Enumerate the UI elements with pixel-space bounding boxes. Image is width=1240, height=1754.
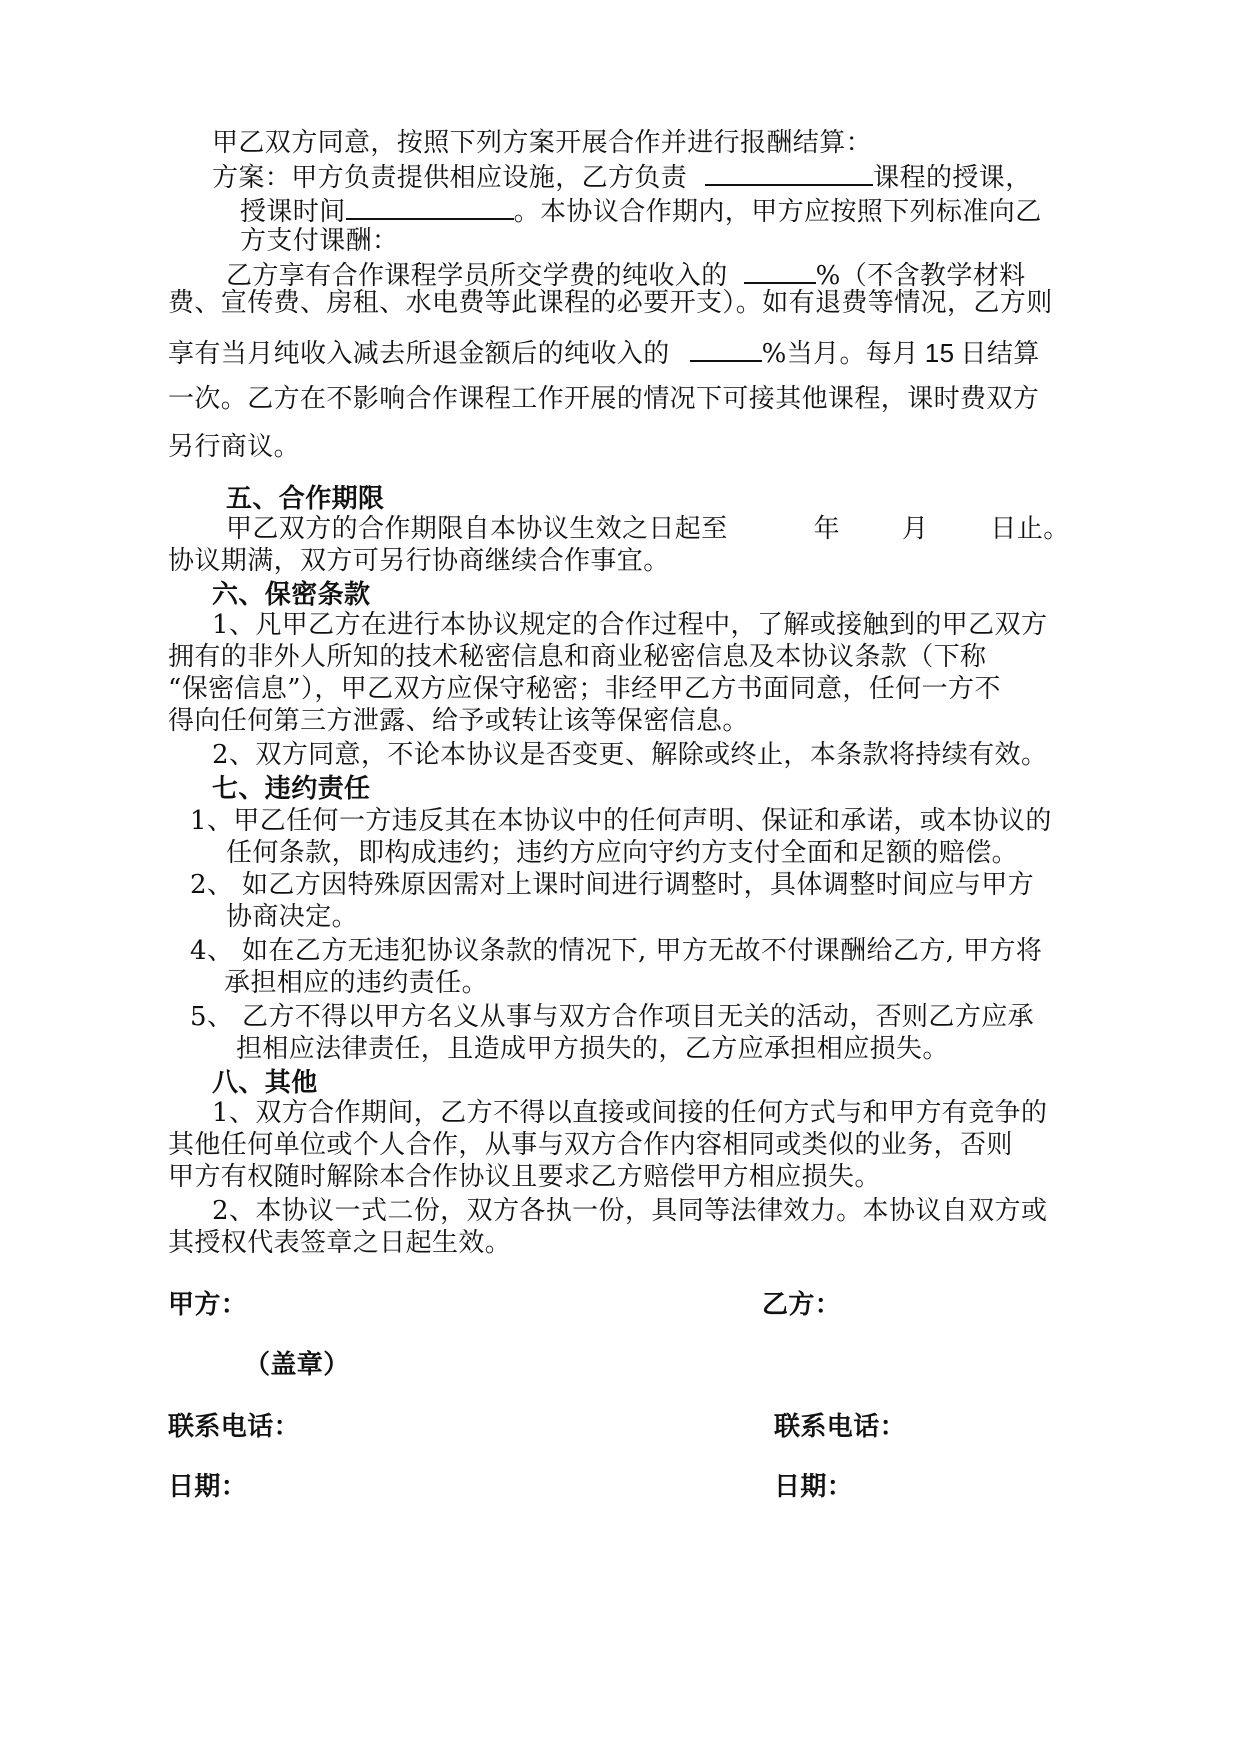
s7-item-1-line-2: 任何条款，即构成违约；违约方应向守约方支付全面和足额的赔偿。: [226, 838, 1019, 868]
s5-line-1: [226, 512, 1070, 546]
settle-text: 日结算: [960, 339, 1040, 369]
s7-item-3-line-1: 4、 如在乙方无违犯协议条款的情况下, 甲方无故不付课酬给乙方, 甲方将: [190, 936, 1043, 966]
share-text-2: 费、宣传费、房租、水电费等此课程的必要开支）。如有退费等情况，乙方则: [168, 288, 1053, 318]
party-a-phone-label: 联系电话：: [168, 1412, 301, 1442]
term-year: 年: [813, 514, 841, 544]
party-a-label: 甲方：: [168, 1290, 248, 1320]
party-b-label: 乙方：: [762, 1290, 842, 1320]
section-7-title: 七、违约责任: [212, 774, 371, 804]
share-line-2: [168, 286, 1053, 320]
section-8-title: 八、其他: [212, 1068, 318, 1098]
share-percent-text: %（不含教学材料: [815, 261, 1026, 291]
s6-p1-line-3: “保密信息”），甲乙双方应保守秘密；非经甲乙方书面同意，任何一方不: [168, 674, 1001, 704]
seal-label: （盖章）: [244, 1350, 350, 1380]
intro-text: 甲乙双方同意，按照下列方案开展合作并进行报酬结算：: [212, 128, 873, 158]
standard-text: 。本协议合作期内，甲方应按照下列标准向乙: [513, 197, 1042, 227]
s7-item-4-line-1: 5、 乙方不得以甲方名义从事与双方合作项目无关的活动，否则乙方应承: [190, 1002, 1035, 1032]
s7-item-2-line-1: 2、 如乙方因特殊原因需对上课时间进行调整时，具体调整时间应与甲方: [190, 870, 1035, 900]
s8-p2-line-1: 2、本协议一式二份，双方各执一份，具同等法律效力。本协议自双方或: [212, 1196, 1048, 1226]
term-month: 月: [902, 514, 929, 544]
s5-line-2: [168, 544, 670, 578]
s8-p1-line-3: 甲方有权随时解除本合作协议且要求乙方赔偿甲方相应损失。: [168, 1162, 881, 1192]
share-text: 乙方享有合作课程学员所交学费的纯收入的: [226, 261, 728, 291]
s6-p1-line-2: 拥有的非外人所知的技术秘密信息和商业秘密信息及本协议条款（下称: [168, 642, 987, 672]
s6-p2: 2、双方同意，不论本协议是否变更、解除或终止，本条款将持续有效。: [212, 740, 1048, 770]
intro-line-4: [240, 224, 398, 258]
share-text-4: 一次。乙方在不影响合作课程工作开展的情况下可接其他课程，课时费双方: [168, 384, 1040, 414]
party-a-date-label: 日期：: [168, 1472, 248, 1502]
party-b-phone-label: 联系电话：: [774, 1412, 907, 1442]
settle-day: 15: [924, 338, 955, 368]
term-text: 甲乙双方的合作期限自本协议生效之日起至: [226, 514, 728, 544]
refund-text: 享有当月纯收入减去所退金额后的纯收入的: [168, 339, 670, 369]
share-line-4: [168, 382, 1039, 416]
teaching-time-blank[interactable]: [346, 192, 514, 220]
section-6-title: 六、保密条款: [212, 580, 371, 610]
scheme-text-end: 课程的授课，: [873, 163, 1032, 193]
s8-p1-line-2: 其他任何单位或个人合作，从事与双方合作内容相同或类似的业务，否则: [168, 1130, 1013, 1160]
share-text-5: 另行商议。: [168, 432, 301, 462]
payment-text: 方支付课酬：: [240, 226, 399, 256]
section-5-title: 五、合作期限: [226, 484, 385, 514]
s6-p1-line-4: 得向任何第三方泄露、给予或转让该等保密信息。: [168, 706, 749, 736]
party-b-date-label: 日期：: [774, 1472, 854, 1502]
refund-percent-blank[interactable]: [690, 334, 762, 362]
s7-item-3-line-2: 承担相应的违约责任。: [224, 968, 489, 998]
share-line-3: [168, 334, 1040, 371]
s7-item-1-line-1: 1、甲乙任何一方违反其在本协议中的任何声明、保证和承诺，或本协议的: [190, 806, 1052, 836]
s6-p1-line-1: 1、凡甲乙方在进行本协议规定的合作过程中，了解或接触到的甲乙双方: [212, 610, 1048, 640]
share-percent-blank[interactable]: [744, 256, 816, 284]
s8-p2-line-2: 其授权代表签章之日起生效。: [168, 1228, 512, 1258]
term-renewal-text: 协议期满，双方可另行协商继续合作事宜。: [168, 546, 670, 576]
term-day: 日止。: [990, 514, 1070, 544]
intro-line-1: [212, 126, 872, 160]
intro-line-2: [212, 158, 1032, 195]
scheme-text: 方案：甲方负责提供相应设施，乙方负责: [212, 163, 688, 193]
share-line-5: [168, 430, 300, 464]
s7-item-2-line-2: 协商决定。: [226, 902, 359, 932]
s7-item-4-line-2: 担相应法律责任，且造成甲方损失的，乙方应承担相应损失。: [236, 1034, 949, 1064]
refund-percent-text: %当月。每月: [761, 339, 919, 369]
course-name-blank[interactable]: [705, 158, 873, 186]
s8-p1-line-1: 1、双方合作期间，乙方不得以直接或间接的任何方式与和甲方有竞争的: [212, 1098, 1048, 1128]
teaching-time-label: 授课时间: [240, 197, 346, 227]
